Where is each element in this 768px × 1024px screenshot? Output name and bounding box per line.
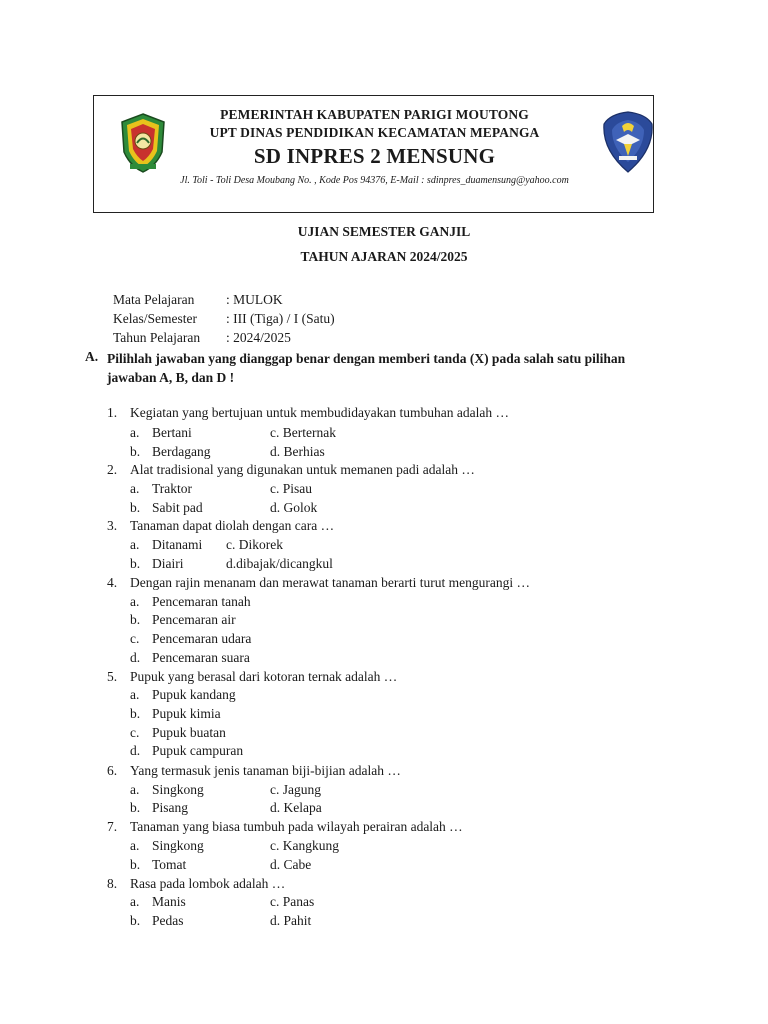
option-text: Traktor xyxy=(152,481,193,496)
option-letter: c. xyxy=(130,725,140,740)
option-text: Diairi xyxy=(152,556,184,571)
option-text: c. Kangkung xyxy=(270,838,339,853)
option-text: c. Panas xyxy=(270,894,315,909)
option-letter: a. xyxy=(130,537,140,552)
option-text: Singkong xyxy=(152,782,204,797)
school-address: Jl. Toli - Toli Desa Moubang No. , Kode Pos 94376, E-Mail : sdinpres_duamensung@yahoo.com xyxy=(180,175,569,186)
option-text: Pencemaran tanah xyxy=(152,594,251,609)
info-value: : III (Tiga) / I (Satu) xyxy=(226,311,335,326)
option-text: Pupuk buatan xyxy=(152,725,226,740)
option-letter: a. xyxy=(130,594,140,609)
section-letter: A. xyxy=(85,349,99,364)
option-letter: b. xyxy=(130,706,141,721)
option-text: Pencemaran udara xyxy=(152,631,252,646)
info-label: Tahun Pelajaran xyxy=(113,330,201,345)
info-label: Mata Pelajaran xyxy=(113,292,195,307)
option-text: Manis xyxy=(152,894,186,909)
option-letter: a. xyxy=(130,782,140,797)
option-text: Pedas xyxy=(152,913,184,928)
question-text: Tanaman yang biasa tumbuh pada wilayah perairan adalah … xyxy=(130,819,463,834)
question-text: Rasa pada lombok adalah … xyxy=(130,876,286,891)
option-text: d. Golok xyxy=(270,500,318,515)
option-text: Singkong xyxy=(152,838,204,853)
option-letter: c. xyxy=(130,631,140,646)
option-letter: a. xyxy=(130,687,140,702)
section-instruction: Pilihlah jawaban yang dianggap benar dengan memberi tanda (X) pada salah satu pilihan jawaban A, B, dan D ! xyxy=(107,351,626,385)
question-number: 5. xyxy=(107,669,118,684)
option-letter: b. xyxy=(130,612,141,627)
department-name: UPT DINAS PENDIDIKAN KECAMATAN MEPANGA xyxy=(209,125,540,140)
question-text: Kegiatan yang bertujuan untuk membudidayakan tumbuhan adalah … xyxy=(130,405,510,420)
option-text: d. Cabe xyxy=(270,857,312,872)
question-text: Tanaman dapat diolah dengan cara … xyxy=(130,518,335,533)
option-text: Tomat xyxy=(152,857,187,872)
option-text: c. Jagung xyxy=(270,782,321,797)
question-number: 6. xyxy=(107,763,118,778)
question-number: 2. xyxy=(107,462,118,477)
question-number: 7. xyxy=(107,819,118,834)
option-text: c. Pisau xyxy=(270,481,312,496)
option-letter: b. xyxy=(130,857,141,872)
question-number: 3. xyxy=(107,518,118,533)
option-text: d. Kelapa xyxy=(270,800,322,815)
option-letter: b. xyxy=(130,800,141,815)
info-value: : MULOK xyxy=(226,292,283,307)
option-letter: b. xyxy=(130,556,141,571)
option-letter: b. xyxy=(130,500,141,515)
option-text: Ditanami xyxy=(152,537,203,552)
option-letter: a. xyxy=(130,894,140,909)
option-letter: b. xyxy=(130,444,141,459)
option-letter: a. xyxy=(130,838,140,853)
option-text: Pisang xyxy=(152,800,189,815)
option-text: d. Berhias xyxy=(270,444,325,459)
question-text: Alat tradisional yang digunakan untuk memanen padi adalah … xyxy=(130,462,475,477)
question-number: 8. xyxy=(107,876,118,891)
info-label: Kelas/Semester xyxy=(113,311,197,326)
option-text: Pupuk kandang xyxy=(152,687,236,702)
option-text: c. Dikorek xyxy=(226,537,283,552)
option-text: Pencemaran suara xyxy=(152,650,250,665)
letterhead xyxy=(93,95,654,213)
option-letter: a. xyxy=(130,481,140,496)
option-text: Sabit pad xyxy=(152,500,203,515)
option-text: Pupuk campuran xyxy=(152,743,244,758)
option-text: d.dibajak/dicangkul xyxy=(226,556,333,571)
question-text: Dengan rajin menanam dan merawat tanaman berarti turut mengurangi … xyxy=(130,575,530,590)
option-text: Bertani xyxy=(152,425,192,440)
tut-wuri-handayani-logo xyxy=(602,110,654,174)
option-letter: d. xyxy=(130,743,141,758)
info-value: : 2024/2025 xyxy=(226,330,291,345)
option-text: d. Pahit xyxy=(270,913,312,928)
option-letter: a. xyxy=(130,425,140,440)
question-number: 4. xyxy=(107,575,118,590)
question-text: Yang termasuk jenis tanaman biji-bijian adalah … xyxy=(130,763,401,778)
option-letter: b. xyxy=(130,913,141,928)
question-text: Pupuk yang berasal dari kotoran ternak adalah … xyxy=(130,669,398,684)
option-text: Pupuk kimia xyxy=(152,706,221,721)
exam-title: UJIAN SEMESTER GANJIL xyxy=(297,224,471,239)
question-number: 1. xyxy=(107,405,118,420)
option-text: Pencemaran air xyxy=(152,612,236,627)
option-text: c. Berternak xyxy=(270,425,336,440)
option-letter: d. xyxy=(130,650,141,665)
government-name: PEMERINTAH KABUPATEN PARIGI MOUTONG xyxy=(220,107,529,122)
option-text: Berdagang xyxy=(152,444,211,459)
school-name: SD INPRES 2 MENSUNG xyxy=(253,144,496,168)
academic-year-title: TAHUN AJARAN 2024/2025 xyxy=(300,249,468,264)
